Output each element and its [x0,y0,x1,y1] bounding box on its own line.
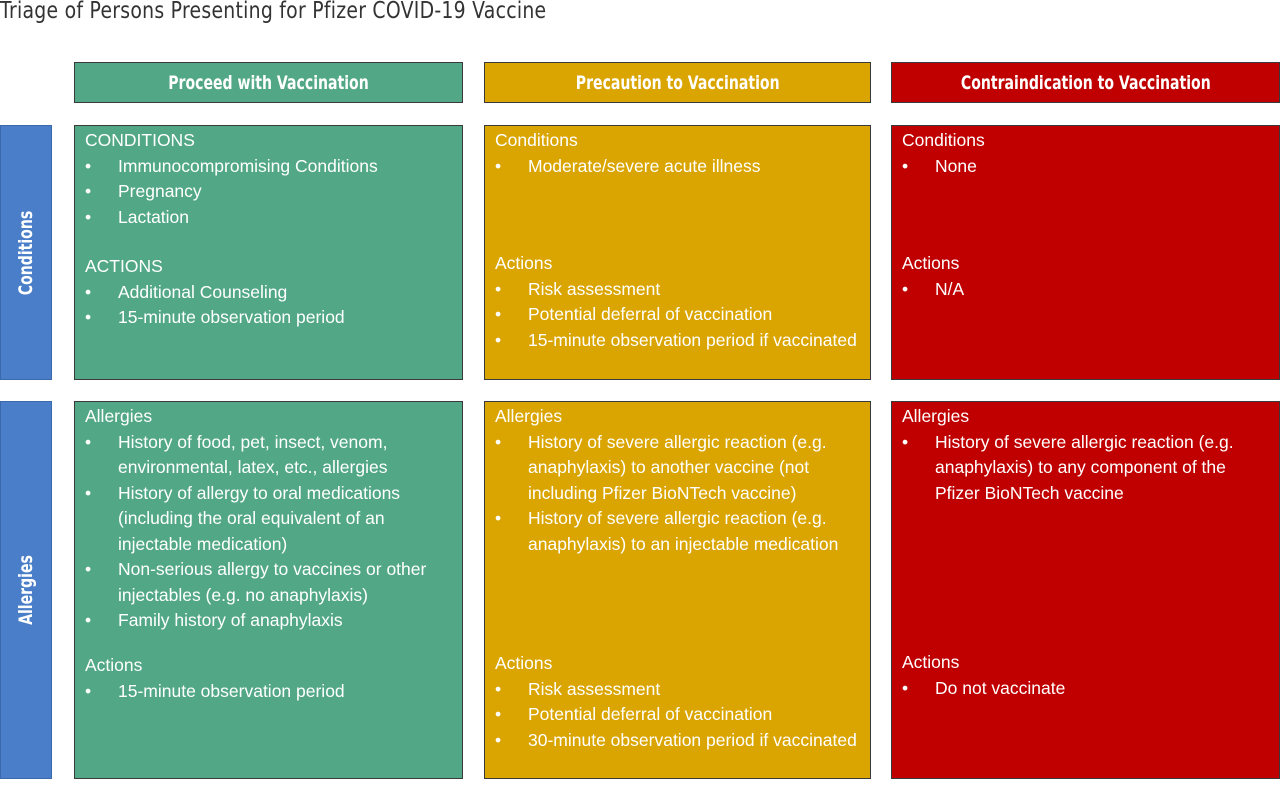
list-item: • History of severe allergic reaction (e.g. anaphylaxis) to another vaccine (not including Pfizer BioNTech vaccine) [495,430,862,507]
list-item: • Additional Counseling [85,280,454,306]
column-header-contraindication-label: Contraindication to Vaccination [960,71,1211,94]
bullet-list [85,679,454,705]
column-header-precaution-label: Precaution to Vaccination [575,71,780,94]
list-item: • 15-minute observation period [85,305,454,331]
list-item: • Potential deferral of vaccination [495,302,862,328]
bullet-list [902,277,1271,303]
column-header-proceed-label: Proceed with Vaccination [168,71,369,94]
cell-precaution-allergies [484,401,871,779]
cell-contraindication-conditions [891,125,1280,380]
list-item: • Non-serious allergy to vaccines or other injectables (e.g. no anaphylaxis) [85,557,454,608]
bullet-list [85,430,454,634]
section-actions [495,651,862,753]
section-allergies [495,404,862,557]
list-item: • Immunocompromising Conditions [85,154,454,180]
row-label-allergies [0,401,52,779]
list-item: • Moderate/severe acute illness [495,154,862,180]
bullet-list [85,280,454,331]
cell-proceed-conditions [74,125,463,380]
list-item: • History of severe allergic reaction (e.g. anaphylaxis) to any component of the Pfizer BioNTech vaccine [902,430,1271,507]
section-heading: Conditions [902,130,985,150]
section-heading: Actions [495,253,553,273]
list-item: • Potential deferral of vaccination [495,702,862,728]
bullet-list [495,430,862,558]
bullet-list [85,154,454,231]
bullet-list [495,277,862,354]
section-heading: Conditions [495,130,578,150]
list-item: • 30-minute observation period if vaccinated [495,728,862,754]
bullet-list [902,676,1271,702]
list-item: • N/A [902,277,1271,303]
row-label-conditions [0,125,52,380]
list-item: • History of allergy to oral medications (including the oral equivalent of an injectable medication) [85,481,454,558]
section-actions [85,653,454,704]
section-conditions [85,128,454,230]
column-header-contraindication [891,62,1280,103]
section-conditions [495,128,862,179]
section-heading: Actions [902,652,960,672]
cell-contraindication-allergies [891,401,1280,779]
row-label-allergies-text: Allergies [15,555,37,625]
list-item: • Lactation [85,205,454,231]
list-item: • Do not vaccinate [902,676,1271,702]
bullet-list [902,430,1271,507]
list-item: • History of severe allergic reaction (e.g. anaphylaxis) to an injectable medication [495,506,862,557]
row-label-conditions-text: Conditions [15,210,37,295]
cell-precaution-conditions [484,125,871,380]
section-conditions [902,128,1271,179]
section-actions [902,650,1271,701]
cell-proceed-allergies [74,401,463,779]
page-title: Triage of Persons Presenting for Pfizer COVID-19 Vaccine [0,0,547,24]
section-heading: Allergies [902,406,970,426]
bullet-list [902,154,1271,180]
section-allergies [85,404,454,634]
section-actions [495,251,862,353]
list-item: • 15-minute observation period if vaccinated [495,328,862,354]
column-header-precaution [484,62,871,103]
list-item: • None [902,154,1271,180]
section-actions [902,251,1271,302]
section-heading: CONDITIONS [85,130,195,150]
bullet-list [495,154,862,180]
list-item: • Family history of anaphylaxis [85,608,454,634]
section-allergies [902,404,1271,506]
section-heading: Allergies [495,406,563,426]
bullet-list [495,677,862,754]
list-item: • 15-minute observation period [85,679,454,705]
section-heading: Actions [85,655,143,675]
list-item: • Risk assessment [495,677,862,703]
section-actions [85,254,454,331]
column-header-proceed [74,62,463,103]
section-heading: Actions [902,253,960,273]
section-heading: Allergies [85,406,153,426]
list-item: • History of food, pet, insect, venom, environmental, latex, etc., allergies [85,430,454,481]
section-heading: Actions [495,653,553,673]
list-item: • Pregnancy [85,179,454,205]
list-item: • Risk assessment [495,277,862,303]
section-heading: ACTIONS [85,256,163,276]
